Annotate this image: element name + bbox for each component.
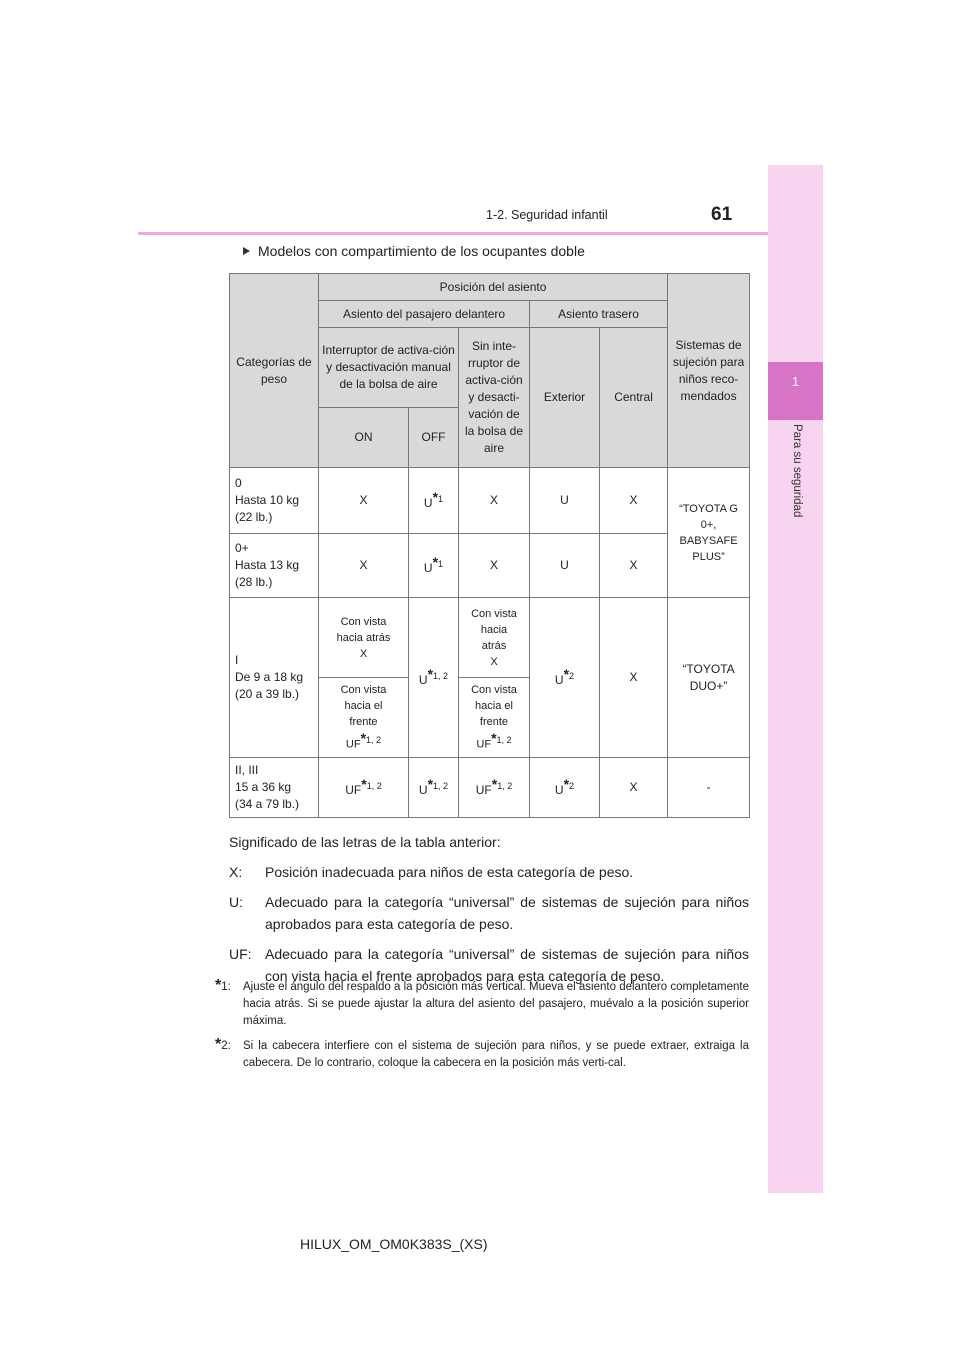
header-central: Central [600,328,668,468]
header-exterior: Exterior [530,328,600,468]
side-tab-label: Para su seguridad [791,424,803,518]
cell-value: UF$^{*1, 2}$ [319,758,409,818]
recommended-system-cell: “TOYOTA DUO+” [668,598,750,758]
legend-item-x: X: Posición inadecuada para niños de esta categoría de peso. [229,864,634,880]
child-seat-table [229,273,750,818]
subheading [243,243,585,259]
header-manual-switch: Interruptor de activa-ción y desactivación manual de la bolsa de aire [319,328,459,408]
cell-value: U$^{*1, 2}$ [409,758,459,818]
legend [229,831,749,995]
weight-category-cell: 0+ Hasta 13 kg (28 lb.) [230,534,319,598]
cell-value: X [459,534,530,598]
recommended-system-cell: “TOYOTA G 0+, BABYSAFE PLUS” [668,468,750,598]
cell-value: $U^{*1}$ [409,534,459,598]
cell-value: U [530,534,600,598]
legend-item-uf: UF: Adecuado para la categoría “universal” de sistemas de sujeción para niños con vista hacia el frente aprobados para esta categoría de peso. [229,946,749,984]
legend-item-u: U: Adecuado para la categoría “universal” de sistemas de sujeción para niños aprobados para esta categoría de peso. [229,894,749,932]
cell-value: U$^{*1, 2}$ [409,598,459,758]
header-off: OFF [409,408,459,468]
header-no-switch: Sin inte-rruptor de activa-ción y desacti-vación de la bolsa de aire [459,328,530,468]
cell-value: Con vista hacia atrás X [319,598,409,678]
table-row [230,598,750,678]
footnotes [215,979,749,1080]
cell-value: X [600,468,668,534]
header-weight-category: Categorías de peso [230,274,319,468]
weight-category-cell: 0 Hasta 10 kg (22 lb.) [230,468,319,534]
cell-value: UF$^{*1, 2}$ [459,758,530,818]
section-title: 1-2. Seguridad infantil [486,208,608,222]
cell-value: X [319,534,409,598]
side-tab [768,165,823,1193]
footnote-2: *2: Si la cabecera interfiere con el sistema de sujeción para niños, y se puede extraer, extraiga la cabecera. De lo contrario, coloque la cabecera en la posición más verti-cal. [215,1036,749,1069]
header-rear-seat: Asiento trasero [530,301,668,328]
header-front-passenger-seat: Asiento del pasajero delantero [319,301,530,328]
triangle-bullet-icon [243,247,250,255]
weight-category-cell: II, III 15 a 36 kg (34 a 79 lb.) [230,758,319,818]
cell-value: X [600,534,668,598]
cell-value: $U^{*2}$ [530,758,600,818]
table-row [230,758,750,818]
footnote-1: *1: Ajuste el ángulo del respaldo a la posición más vertical. Mueva el asiento delantero completamente hacia atrás. Si se puede ajustar la altura del asiento del pasajero, muévalo a la posición superior máxima. [215,977,749,1027]
legend-intro: Significado de las letras de la tabla anterior: [229,834,501,850]
table-row [230,468,750,534]
header-rule [138,232,823,235]
cell-value: X [600,758,668,818]
side-tab-number: 1 [768,362,823,420]
page-number: 61 [711,204,733,225]
header-on: ON [319,408,409,468]
footer-code: HILUX_OM_OM0K383S_(XS) [300,1236,488,1252]
weight-category-cell: I De 9 a 18 kg (20 a 39 lb.) [230,598,319,758]
cell-value: X [319,468,409,534]
header-seat-position: Posición del asiento [319,274,668,301]
cell-value: Con vista hacia el frente UF$^{*1, 2}$ [459,678,530,758]
cell-value: $U^{*2}$ [530,598,600,758]
cell-value: X [459,468,530,534]
cell-value: X [600,598,668,758]
cell-value: Con vista hacia el frente UF$^{*1, 2}$ [319,678,409,758]
header-recommended-systems: Sistemas de sujeción para niños reco-mendados [668,274,750,468]
cell-value: U [530,468,600,534]
cell-value: $U^{*1}$ [409,468,459,534]
cell-value: - [668,758,750,818]
subheading-text: Modelos con compartimiento de los ocupantes doble [258,243,585,259]
cell-value: Con vista hacia atrás X [459,598,530,678]
